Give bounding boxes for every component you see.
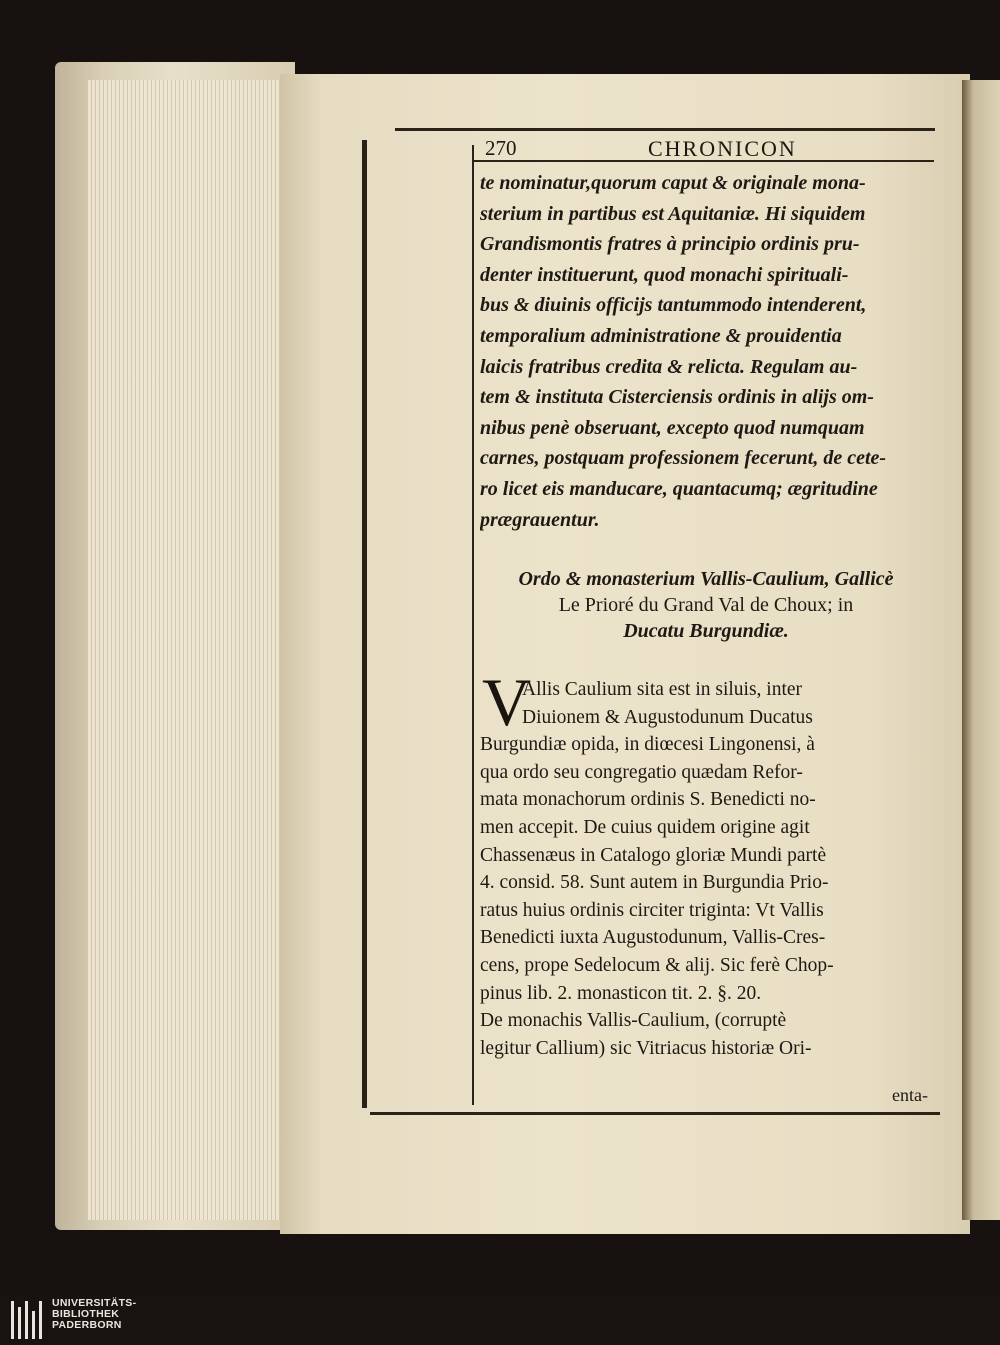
frame-rule-left [472, 145, 474, 1105]
text-line: De monachis Vallis-Caulium, (corruptè [480, 1010, 787, 1032]
text-line: laicis fratribus credita & relicta. Regulam au- [480, 355, 858, 378]
text-line: Chassenæus in Catalogo gloriæ Mundi partè [480, 844, 827, 866]
text-line: carnes, postquam professionem fecerunt, de cete- [480, 447, 887, 470]
marginal-rule [362, 140, 367, 1108]
catchword: enta- [892, 1085, 928, 1105]
text-line: denter instituerunt, quod monachi spirituali- [480, 263, 849, 286]
heading-line: Le Prioré du Grand Val de Choux; in [558, 594, 854, 616]
text-line: Burgundiæ opida, in diœcesi Lingonensi, à [480, 734, 815, 756]
library-footer [0, 1295, 1000, 1345]
text-line: legitur Callium) sic Vitriacus historiæ Ori- [480, 1037, 812, 1059]
text-line: temporalium administratione & prouidentia [480, 324, 842, 347]
folio-number: 270 [485, 136, 517, 160]
drop-capital: V [482, 664, 532, 740]
text-line: pinus lib. 2. monasticon tit. 2. §. 20. [480, 982, 762, 1004]
logo-line: BIBLIOTHEK [52, 1308, 120, 1320]
text-line: nibus penè obseruant, excepto quod numquam [480, 416, 865, 439]
text-line: bus & diuinis officijs tantummodo intenderent, [480, 294, 867, 317]
running-head: CHRONICON [648, 136, 797, 161]
text-line: ro licet eis manducare, quantacumq; ægritudine [480, 477, 878, 500]
text-line: qua ordo seu congregatio quædam Refor- [480, 761, 803, 783]
text-line: men accepit. De cuius quidem origine agit [480, 816, 810, 838]
text-line: sterium in partibus est Aquitaniæ. Hi siquidem [480, 202, 866, 225]
text-line: tem & instituta Cisterciensis ordinis in alijs om- [480, 386, 874, 409]
page-block-edges [88, 80, 288, 1220]
text-line: Benedicti iuxta Augustodunum, Vallis-Cres- [480, 927, 826, 949]
logo-line: PADERBORN [52, 1319, 122, 1331]
paragraph-grandmont [480, 168, 932, 535]
text-line: Allis Caulium sita est in siluis, inter [522, 679, 803, 700]
text-line: Grandismontis fratres à principio ordinis pru- [480, 233, 860, 256]
text-line: ratus huius ordinis circiter triginta: Vt Vallis [480, 899, 824, 921]
logo-line: UNIVERSITÄTS- [52, 1297, 137, 1309]
text-line: Diuionem & Augustodunum Ducatus [522, 706, 813, 728]
section-heading [480, 566, 932, 644]
frame-rule-bottom [370, 1112, 940, 1115]
library-logo-icon [10, 1301, 48, 1339]
text-line: mata monachorum ordinis S. Benedicti no- [480, 789, 816, 811]
paragraph-val-des-choux [480, 676, 932, 1062]
text-line: cens, prope Sedelocum & alij. Sic ferè Chop- [480, 954, 834, 976]
heading-line: Ordo & monasterium Vallis-Caulium, Gallicè [518, 568, 894, 590]
text-line: 4. consid. 58. Sunt autem in Burgundia Prio- [480, 872, 829, 894]
facing-page-edge [962, 80, 1000, 1220]
text-line: te nominatur,quorum caput & originale mona- [480, 172, 866, 194]
library-logo-text [52, 1298, 136, 1331]
text-line: prægrauentur. [480, 508, 600, 531]
frame-rule-top [395, 128, 935, 131]
heading-line: Ducatu Burgundiæ. [623, 620, 789, 642]
